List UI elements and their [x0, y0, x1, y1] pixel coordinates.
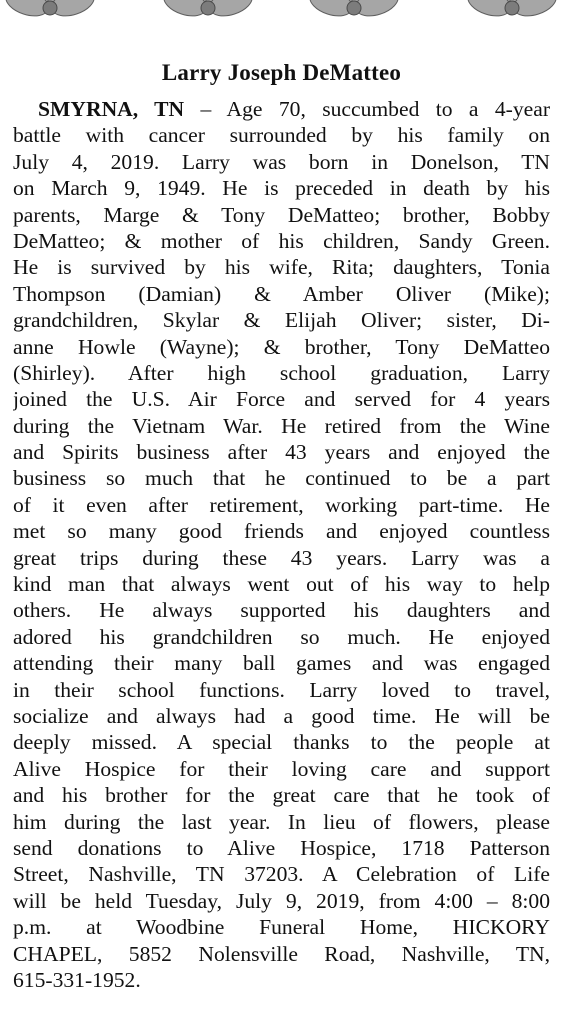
- obituary-line: send donations to Alive Hospice, 1718 Patterson: [13, 835, 550, 860]
- obituary-line: met so many good friends and enjoyed countless: [13, 519, 550, 544]
- obituary-line: [13, 96, 550, 122]
- obituary-line: others. He always supported his daughters and: [13, 598, 550, 623]
- flower-icon: [160, 0, 256, 36]
- obituary-line: kind man that always went out of his way to help: [13, 572, 550, 597]
- obituary-line: anne Howle (Wayne); & brother, Tony DeMatteo: [13, 334, 550, 359]
- obituary-line: He is survived by his wife, Rita; daughters, Tonia: [13, 255, 550, 280]
- obituary-line: Thompson (Damian) & Amber Oliver (Mike);: [13, 281, 550, 306]
- obituary-line: of it even after retirement, working part-time. He: [13, 492, 550, 517]
- obituary-line: Street, Nashville, TN 37203. A Celebration of Life: [13, 862, 550, 887]
- flower-icon: [464, 0, 560, 36]
- obituary-line: July 4, 2019. Larry was born in Donelson, TN: [13, 149, 550, 174]
- obituary-line: great trips during these 43 years. Larry was a: [13, 545, 550, 570]
- obituary-line: DeMatteo; & mother of his children, Sandy Green.: [13, 228, 550, 253]
- obituary-line: joined the U.S. Air Force and served for 4 years: [13, 387, 550, 412]
- obituary-line: and his brother for the great care that he took of: [13, 783, 550, 808]
- obituary-line: on March 9, 1949. He is preceded in death by his: [13, 176, 550, 201]
- obituary-line: business so much that he continued to be a part: [13, 466, 550, 491]
- flower-border: [0, 0, 563, 40]
- obituary-line: attending their many ball games and was engaged: [13, 651, 550, 676]
- obituary-name: Larry Joseph DeMatteo: [161, 60, 402, 85]
- obituary-line: Alive Hospice for their loving care and support: [13, 756, 550, 781]
- obituary-line: 615-331-1952.: [13, 967, 141, 992]
- obituary-line: battle with cancer surrounded by his family on: [13, 123, 550, 148]
- obituary-line: deeply missed. A special thanks to the people at: [13, 730, 550, 755]
- obituary-line: him during the last year. In lieu of flowers, please: [13, 809, 550, 834]
- obituary-line: parents, Marge & Tony DeMatteo; brother, Bobby: [13, 202, 550, 227]
- flower-icon: [2, 0, 98, 36]
- obituary-line: in their school functions. Larry loved to travel,: [13, 677, 550, 702]
- obituary-line: CHAPEL, 5852 Nolensville Road, Nashville, TN,: [13, 941, 550, 966]
- obituary-line: during the Vietnam War. He retired from the Wine: [13, 413, 550, 438]
- obituary-line: grandchildren, Skylar & Elijah Oliver; sister, Di-: [13, 308, 550, 333]
- obituary-line: (Shirley). After high school graduation, Larry: [13, 360, 550, 385]
- obituary-line: p.m. at Woodbine Funeral Home, HICKORY: [13, 915, 550, 940]
- obituary-body: [13, 96, 550, 993]
- obituary-line-text: – Age 70, succumbed to a 4-year: [184, 97, 550, 121]
- obituary-line: adored his grandchildren so much. He enjoyed: [13, 624, 550, 649]
- obituary-line: will be held Tuesday, July 9, 2019, from 4:00 – 8:00: [13, 888, 550, 913]
- flower-icon: [306, 0, 402, 36]
- dateline: SMYRNA, TN: [38, 97, 185, 121]
- obituary-line: socialize and always had a good time. He will be: [13, 703, 550, 728]
- obituary-line: and Spirits business after 43 years and enjoyed the: [13, 440, 550, 465]
